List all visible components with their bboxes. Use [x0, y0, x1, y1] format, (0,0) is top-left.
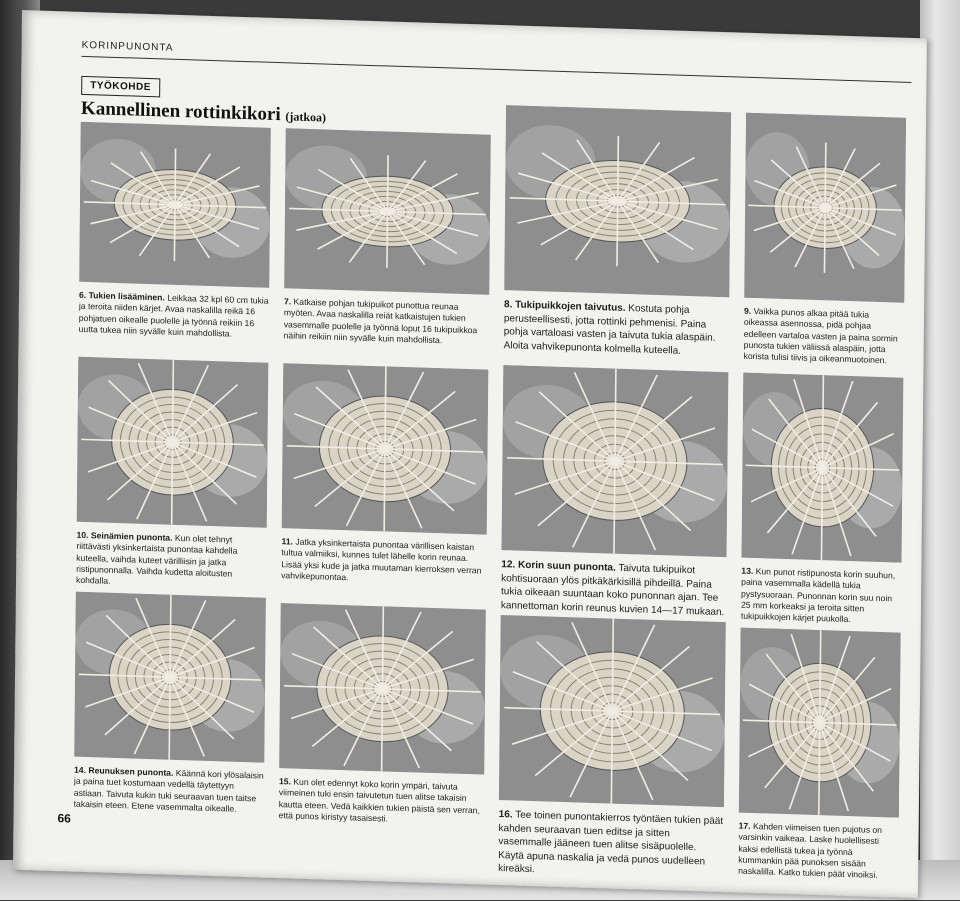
- step-photo: [284, 128, 491, 294]
- step-photo: [501, 365, 728, 557]
- step-number: 16.: [498, 809, 513, 821]
- step-caption: [283, 296, 489, 364]
- step-photo: [499, 615, 726, 807]
- step-photo: [504, 105, 731, 297]
- step-text: Tee toinen punontakierros työntäen tukien päät kahden seuraavan tuen editse ja sitten vasemmalle jääneen tuen alitse sisäpuolelle. Käytä apuna naskalia ja vedä punos uudelleen kireäksi.: [498, 809, 724, 876]
- step-text: Kun olet tehnyt riittävästi yksinkertaista punontaa kahdella kuteella, vaihda kuteet värilliisin ja jatka ristipunonnalla. Vaihda kudetta aloitusten kohdalla.: [75, 532, 238, 587]
- step-photo: [744, 113, 906, 303]
- step-caption: [281, 536, 487, 604]
- step-photo: [79, 122, 271, 288]
- step-text: Käännä kori ylösalaisin ja paina tuet kostumaan vedellä täytettyyn astiaan. Taivuta kukin tuki seuraavan tuen taitse takaisin eteen. Etene vasemmalta oikealle.: [73, 767, 264, 814]
- step-text: Kostuta pohja perusteellisesti, jotta rottinki pehmenisi. Paina pohja vartaloasi vasten ja taivuta tukia alaspäin. Aloita vahvikepunonta kolmella kuteella.: [503, 303, 716, 357]
- step-photo: [77, 357, 269, 528]
- step-photo: [739, 628, 901, 818]
- step-text: Kun olet edennyt koko korin ympäri, taivuta viimeinen tuki ensin taivutetun tuen alitse takaisin kautta eteen. Vedä kaikkien tukien päistä sen verran, että punos kiristyy tasaisesti.: [278, 776, 480, 824]
- step-photo: [279, 603, 486, 774]
- header-rule: [82, 56, 912, 83]
- step-caption: [73, 765, 264, 833]
- step-caption: [738, 821, 899, 901]
- step-number: 7.: [283, 296, 292, 307]
- step-number: 9.: [743, 305, 752, 316]
- step-text: Leikkaa 32 kpl 60 cm tukia ja teroita niiden kärjet. Avaa naskalilla reikä 16 pohjatuen oikealle puolelle ja työnnä reikiin 16 uutta tukea niin syvälle kuin mahdollista.: [78, 292, 269, 339]
- step-heading: Korin suun punonta.: [517, 559, 616, 574]
- step-text: Vaikka punos alkaa pitää tukia oikeassa asennossa, pidä pohjaa edelleen vartaloa vasten ja paina sormin punosta tukien väliissä alaspäin, jotta korista tulisi tiivis ja oikeanmuotoinen.: [743, 306, 898, 366]
- step-caption: [278, 776, 484, 844]
- step-number: 17.: [738, 820, 751, 831]
- step-number: 13.: [741, 565, 754, 577]
- running-head: KORINPUNONTA: [81, 39, 174, 54]
- step-number: 8.: [503, 299, 513, 311]
- next-page-edge: [920, 0, 960, 900]
- step-number: 10.: [76, 529, 89, 541]
- step-heading: Reunuksen punonta.: [88, 765, 174, 778]
- step-number: 6.: [78, 289, 87, 301]
- step-caption: [78, 290, 269, 358]
- section-badge: TYÖKOHDE: [81, 76, 160, 97]
- step-heading: Tukipuikkojen taivutus.: [515, 299, 626, 314]
- step-caption: [76, 530, 267, 598]
- step-caption: [498, 808, 724, 895]
- step-number: 15.: [278, 776, 292, 787]
- book-page: [13, 10, 927, 898]
- step-number: 14.: [74, 764, 87, 776]
- page-number: 66: [57, 811, 71, 826]
- step-number: 12.: [501, 559, 516, 571]
- step-caption: [503, 298, 729, 375]
- step-text: Jatka yksinkertaista punontaa värillisen kaistan tultua valmiiksi, kunnes tulet lähelle korin reunaa. Lisää yksi kude ja jatka muutaman kierroksen verran vahvikepunontaa.: [281, 536, 482, 583]
- step-text: Kahden viimeisen tuen pujotus on varsinkin vaikeaa. Laske huolellisesti kaksi edellistä tukea ja työnnä kummankin pää punoksen sisään naskalilla. Katko tukien päät vinoiksi.: [738, 821, 883, 881]
- step-text: Taivuta tukipuikot kohtisuoraan ylös pitkäkärkisillä pihdeillä. Paina tukia oikeaan suuntaan koko punonnan ajan. Tee kannettoman korin reunus kuvien 14—17 mukaan.: [500, 562, 725, 618]
- step-text: Kun punot ristipunosta korin suuhun, paina vasemmalla kädellä tukia pystysuoraan. Punonnan korin suu noin 25 mm korkeaksi ja teroita sitten tukipuikkojen kärjet puukolla.: [740, 566, 896, 625]
- step-text: Katkaise pohjan tukipuikot punottua reunaa myöten. Avaa naskalilla reiät katkaistujen tukien vasemmalle puolelle ja työnnä loput 16 tukipuikkoa näihin reikiin niin syvälle kuin mahdollista.: [283, 296, 478, 346]
- step-photo: [74, 592, 266, 763]
- step-heading: Tukien lisääminen.: [88, 290, 165, 303]
- step-number: 11.: [281, 536, 294, 547]
- title-suffix: (jatkoa): [285, 109, 327, 125]
- step-photo: [282, 363, 489, 534]
- step-photo: [741, 373, 903, 563]
- step-heading: Seinämien punonta.: [90, 530, 173, 543]
- title-main: Kannellinen rottinkikori: [80, 97, 281, 126]
- step-caption: [743, 306, 904, 381]
